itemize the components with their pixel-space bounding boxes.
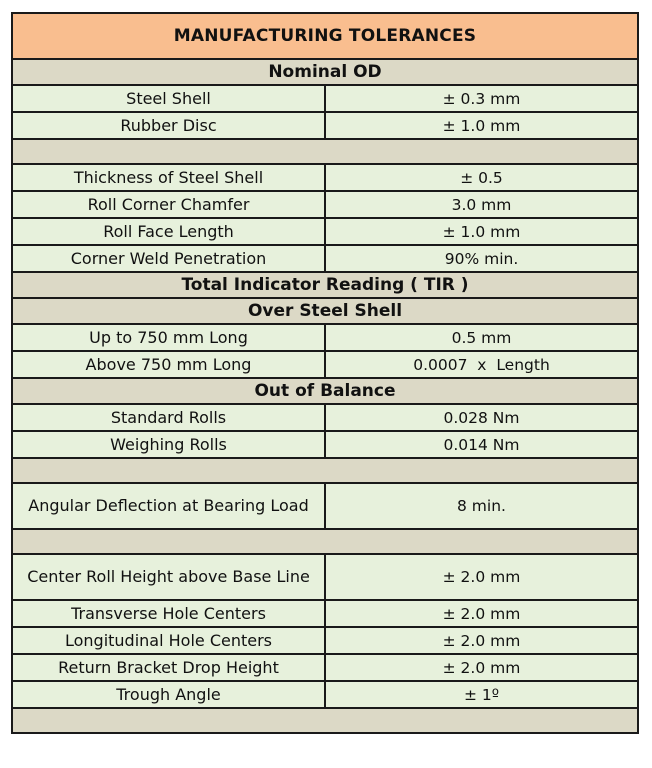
table-row [12,404,638,431]
section-out-of-balance: Out of Balance [12,378,638,404]
table-row [12,218,638,245]
table-row [12,245,638,272]
table-row [12,351,638,378]
spacer-cell [12,458,638,483]
row-label: Roll Face Length [12,218,325,245]
row-value: 0.5 mm [325,324,638,351]
row-label: Standard Rolls [12,404,325,431]
tolerances-table [11,12,639,734]
row-label: Up to 750 mm Long [12,324,325,351]
section-row [12,298,638,324]
row-label: Weighing Rolls [12,431,325,458]
section-nominal-od: Nominal OD [12,59,638,85]
row-value: 8 min. [325,483,638,529]
row-label: Longitudinal Hole Centers [12,627,325,654]
row-value: 0.014 Nm [325,431,638,458]
table-row [12,654,638,681]
row-label: Corner Weld Penetration [12,245,325,272]
row-label: Transverse Hole Centers [12,600,325,627]
section-over-steel-shell: Over Steel Shell [12,298,638,324]
row-label: Angular Deflection at Bearing Load [12,483,325,529]
row-value: ± 1º [325,681,638,708]
table-row [12,164,638,191]
table-row [12,554,638,600]
row-label: Roll Corner Chamfer [12,191,325,218]
row-label: Center Roll Height above Base Line [12,554,325,600]
row-value: 0.0007 x Length [325,351,638,378]
table-row [12,85,638,112]
row-value: 0.028 Nm [325,404,638,431]
row-label: Above 750 mm Long [12,351,325,378]
section-row [12,59,638,85]
table-title: MANUFACTURING TOLERANCES [12,13,638,59]
row-label: Return Bracket Drop Height [12,654,325,681]
table-row [12,431,638,458]
spacer-row [12,458,638,483]
tolerances-sheet [11,12,639,734]
row-value: ± 2.0 mm [325,627,638,654]
row-label: Thickness of Steel Shell [12,164,325,191]
row-value: ± 0.3 mm [325,85,638,112]
spacer-cell [12,708,638,733]
row-value: 90% min. [325,245,638,272]
table-row [12,681,638,708]
row-value: ± 2.0 mm [325,554,638,600]
row-label: Trough Angle [12,681,325,708]
spacer-cell [12,529,638,554]
table-row [12,191,638,218]
row-value: ± 2.0 mm [325,654,638,681]
section-row [12,272,638,298]
table-row [12,600,638,627]
table-row [12,483,638,529]
row-value: ± 2.0 mm [325,600,638,627]
title-row [12,13,638,59]
section-tir: Total Indicator Reading ( TIR ) [12,272,638,298]
spacer-row [12,529,638,554]
table-row [12,324,638,351]
row-value: ± 0.5 [325,164,638,191]
row-label: Steel Shell [12,85,325,112]
table-row [12,627,638,654]
spacer-cell [12,139,638,164]
row-value: 3.0 mm [325,191,638,218]
section-row [12,378,638,404]
row-value: ± 1.0 mm [325,218,638,245]
spacer-row [12,708,638,733]
row-label: Rubber Disc [12,112,325,139]
table-row [12,112,638,139]
spacer-row [12,139,638,164]
row-value: ± 1.0 mm [325,112,638,139]
